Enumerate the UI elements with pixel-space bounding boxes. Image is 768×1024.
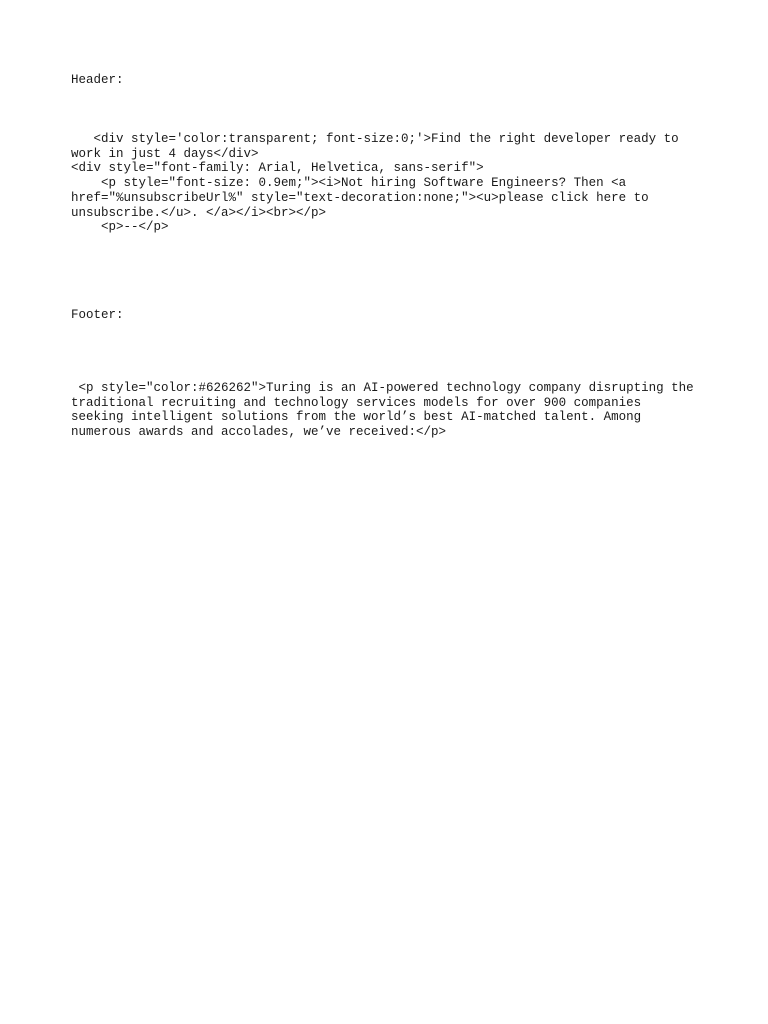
footer-source-line: traditional recruiting and technology services models for over 900 companies xyxy=(71,395,642,410)
header-source-line: <div style="font-family: Arial, Helvetica, sans-serif"> xyxy=(71,161,484,176)
footer-source-line: <p style="color:#626262">Turing is an AI-powered technology company disrupting the xyxy=(71,381,694,395)
footer-source-line: numerous awards and accolades, we’ve received:</p> xyxy=(71,425,447,440)
header-label: Header: xyxy=(71,73,124,87)
footer-label: Footer: xyxy=(71,308,124,322)
header-source-line: <div style='color:transparent; font-size:0;'>Find the right developer ready to xyxy=(71,132,679,146)
header-source-line: href="%unsubscribeUrl%" style="text-decoration:none;"><u>please click here to xyxy=(71,190,649,205)
header-source-line: unsubscribe.</u>. </a></i><br></p> xyxy=(71,205,327,220)
header-source-line: work in just 4 days</div> xyxy=(71,146,259,161)
header-source-line: <p>--</p> xyxy=(71,220,169,235)
footer-source-line: seeking intelligent solutions from the world’s best AI-matched talent. Among xyxy=(71,410,642,425)
header-source-line: <p style="font-size: 0.9em;"><i>Not hiring Software Engineers? Then <a xyxy=(71,176,627,191)
